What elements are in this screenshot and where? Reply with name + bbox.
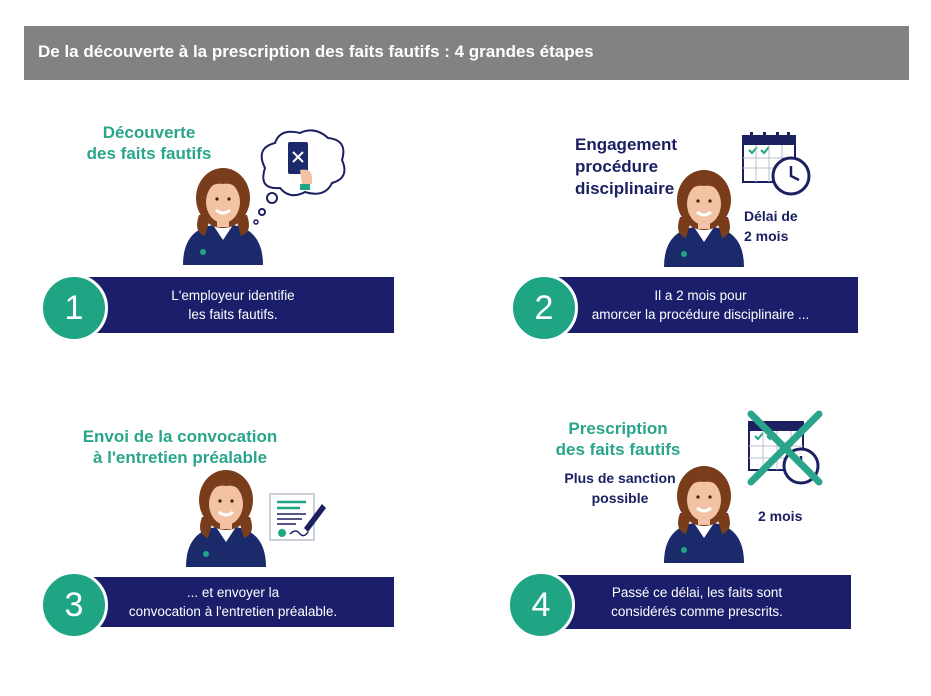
step-1-caption: L'employeur identifie les faits fautifs.	[72, 277, 394, 333]
step-3-badge: 3	[40, 571, 108, 639]
step-4-subheading: Plus de sanction possible	[564, 470, 676, 506]
calendar-clock-icon	[741, 132, 813, 198]
woman-illustration	[664, 172, 744, 267]
step-2-heading: Engagement procédure disciplinaire	[575, 135, 678, 198]
woman-illustration	[664, 468, 744, 563]
document-signature-icon	[268, 492, 328, 544]
step-1-heading: Découverte des faits fautifs	[86, 123, 212, 163]
step-1-badge: 1	[40, 274, 108, 342]
step-4-delay-label: 2 mois	[758, 508, 803, 524]
step-4-heading: Prescription des faits fautifs	[555, 419, 681, 459]
crossed-calendar-icon	[745, 412, 825, 488]
step-2-delay-label: Délai de 2 mois	[744, 208, 798, 244]
step-4-badge: 4	[507, 571, 575, 639]
step-4-caption: Passé ce délai, les faits sont considérés comme prescrits.	[543, 575, 851, 629]
page-title: De la découverte à la prescription des faits fautifs : 4 grandes étapes	[38, 42, 594, 61]
step-2-caption: Il a 2 mois pour amorcer la procédure disciplinaire ...	[543, 277, 858, 333]
woman-illustration	[186, 472, 266, 567]
thought-bubble-phone-icon	[250, 128, 350, 228]
header-bar	[24, 26, 909, 80]
step-3-caption: ... et envoyer la convocation à l'entretien préalable.	[72, 577, 394, 627]
woman-illustration	[183, 170, 263, 265]
step-2-badge: 2	[510, 274, 578, 342]
step-3-heading: Envoi de la convocation à l'entretien préalable	[82, 427, 278, 467]
